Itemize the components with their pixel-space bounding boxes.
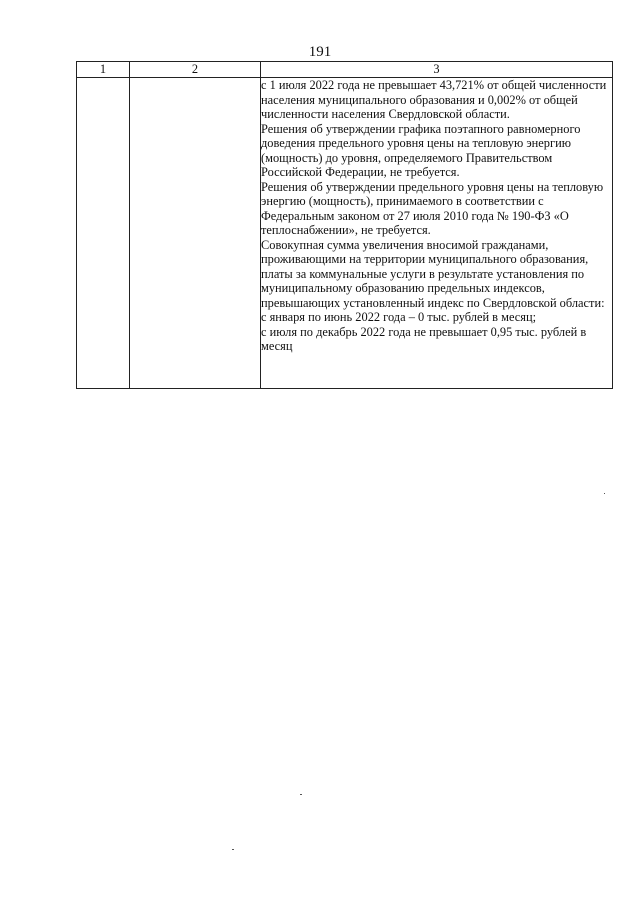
paragraph-population-share: с 1 июля 2022 года не превышает 43,721% от общей численности населения муниципального образования и 0,002% от общей численности населения Свердловской области.: [261, 78, 607, 121]
table-header-row: [77, 62, 613, 78]
paragraph-price-limit: Решения об утверждении предельного уровня цены на тепловую энергию (мощность), принимаемого в соответствии с Федеральным законом от 27 июля 2010 года № 190-ФЗ «О теплоснабжении», не требуется.: [261, 179, 604, 237]
column-header-3: 3: [261, 62, 613, 78]
scan-speck: [604, 493, 605, 494]
page-number: 191: [308, 44, 332, 60]
scan-speck: [232, 849, 234, 850]
column-header-2: 2: [130, 62, 261, 78]
scan-speck: [300, 794, 302, 795]
cell-col2: [130, 78, 261, 389]
cell-col1: [77, 78, 130, 389]
cell-col3: [261, 78, 613, 389]
paragraph-jul-dec: с июля по декабрь 2022 года не превышает 0,95 тыс. рублей в месяц: [261, 324, 587, 353]
column-header-1: 1: [77, 62, 130, 78]
paragraph-total-increase: Совокупная сумма увеличения вносимой гражданами, проживающими на территории муниципального образования, платы за коммунальные услуги в результате установления по муниципальному образованию предельных индексов, превышающих установленный индекс по Свердловской области:: [261, 237, 605, 310]
document-table: [76, 61, 613, 389]
table-row: [77, 78, 613, 389]
paragraph-price-schedule: Решения об утверждении графика поэтапного равномерного доведения предельного уровня цены на тепловую энергию (мощность) до уровня, определяемого Правительством Российской Федерации, не требуется.: [261, 121, 581, 179]
paragraph-jan-jun: с января по июнь 2022 года – 0 тыс. рублей в месяц;: [261, 310, 537, 324]
